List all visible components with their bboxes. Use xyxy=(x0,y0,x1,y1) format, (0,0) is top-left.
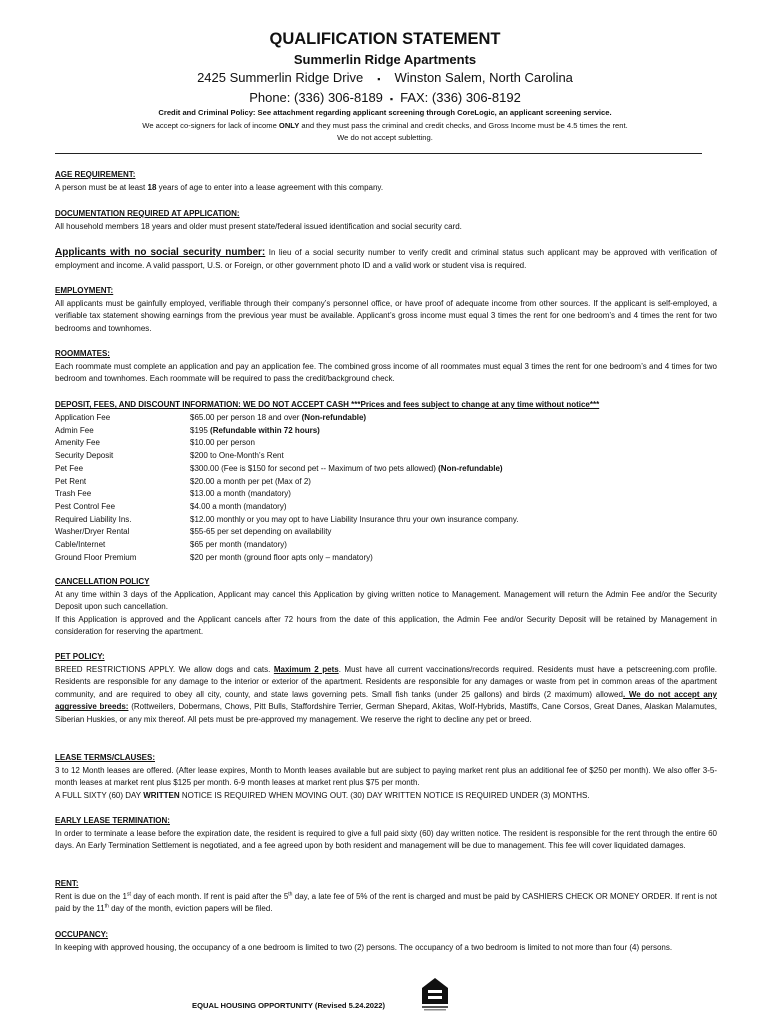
fee-value: $12.00 monthly or you may opt to have Liability Insurance thru your own insurance company. xyxy=(190,514,519,524)
cancellation-section xyxy=(55,576,717,639)
cosigner-emphasis: ONLY xyxy=(278,121,300,130)
no-ssn-section xyxy=(55,247,717,272)
fees-table xyxy=(55,412,715,564)
fee-value: $65.00 per person 18 and over (Non-refundable) xyxy=(190,413,367,422)
occupancy-section xyxy=(55,929,717,954)
fax-number: FAX: (336) 306-8192 xyxy=(400,90,521,105)
section-text: At any time within 3 days of the Application, Applicant may cancel this Application by giving written notice to Management. Management will return the Admin Fee and/or the Security Deposit upon such cancellation. xyxy=(55,589,717,612)
address-city: Winston Salem, North Carolina xyxy=(394,70,573,85)
employment-section xyxy=(55,285,717,335)
fee-value: $65 per month (mandatory) xyxy=(190,540,287,550)
bullet-separator: ▪ xyxy=(377,73,381,84)
cosigner-text-end: and they must pass the criminal and credit checks, and Gross Income must be 4.5 times the rent. xyxy=(299,121,628,130)
section-text: In order to terminate a lease before the expiration date, the resident is required to give a full paid sixty (60) day written notice. The resident is responsible for the rent through the entire 60 days. An Early Termination Settlement is negotiated, and a fee agreed upon by both resident and management will be due to management. This fee will cover liquidated damages. xyxy=(55,828,717,851)
fee-row xyxy=(55,488,715,501)
section-heading: EARLY LEASE TERMINATION: xyxy=(55,816,170,825)
fee-row xyxy=(55,552,715,565)
fee-name: Pet Fee xyxy=(55,463,84,473)
roommates-section xyxy=(55,348,717,386)
fee-name: Security Deposit xyxy=(55,451,114,461)
sublet-policy: We do not accept subletting. xyxy=(337,133,433,142)
fee-name: Required Liability Ins. xyxy=(55,514,132,524)
fee-name: Admin Fee xyxy=(55,425,94,435)
fee-name: Ground Floor Premium xyxy=(55,552,137,562)
document-title: QUALIFICATION STATEMENT xyxy=(269,30,501,48)
section-heading: CANCELLATION POLICY xyxy=(55,577,150,586)
fee-name: Amenity Fee xyxy=(55,438,100,448)
footer-text: EQUAL HOUSING OPPORTUNITY (Revised 5.24.2022) xyxy=(192,1001,385,1010)
credit-policy: Credit and Criminal Policy: See attachment regarding applicant screening through CoreLogic, an applicant screening service. xyxy=(158,108,612,117)
section-text: Each roommate must complete an application and pay an application fee. The combined gross income of all roommates must equal 3 times the rent for one bedroom’s and 4 times for two bedroom and townhomes. Each roommate will be required to pass the credit/background check. xyxy=(55,361,717,384)
address-street: 2425 Summerlin Ridge Drive xyxy=(197,70,364,85)
section-heading: PET POLICY: xyxy=(55,652,105,661)
rent-section xyxy=(55,878,717,916)
fee-name: Cable/Internet xyxy=(55,540,106,550)
documentation-section xyxy=(55,208,717,233)
fees-heading-line xyxy=(55,399,717,412)
fee-value: $55-65 per set depending on availability xyxy=(190,527,332,537)
section-text: Applicants with no social security number: In lieu of a social security number to verify credit and criminal status such applicant may be approved with verification of employment and income. A valid passport, U.S. or Foreign, or other government photo ID and a valid work or student visa is required. xyxy=(55,247,717,270)
section-heading: LEASE TERMS/CLAUSES: xyxy=(55,753,156,762)
fee-row xyxy=(55,476,715,489)
section-text: A FULL SIXTY (60) DAY WRITTEN NOTICE IS REQUIRED WHEN MOVING OUT. (30) DAY WRITTEN NOTICE IS REQUIRED UNDER (3) MONTHS. xyxy=(55,790,590,800)
fee-row xyxy=(55,425,715,438)
property-name: Summerlin Ridge Apartments xyxy=(293,52,477,67)
section-text: A person must be at least 18 years of age to enter into a lease agreement with this company. xyxy=(55,182,384,192)
fee-row xyxy=(55,514,715,527)
fee-value: $20.00 a month per pet (Max of 2) xyxy=(190,476,311,486)
cosigner-text: We accept co-signers for lack of income xyxy=(142,121,279,130)
fee-value: $200 to One-Month’s Rent xyxy=(190,451,284,461)
fee-name: Pest Control Fee xyxy=(55,501,116,511)
phone-number: Phone: (336) 306-8189 xyxy=(249,90,383,105)
section-text: Rent is due on the 1st day of each month. If rent is paid after the 5th day, a late fee of 5% of the rent is charged and must be paid by CASHIERS CHECK OR MONEY ORDER. If rent is not paid by the 11th day of the month, eviction papers will be filed. xyxy=(55,890,717,914)
section-heading: DEPOSIT, FEES, AND DISCOUNT INFORMATION: xyxy=(55,400,241,409)
section-text: BREED RESTRICTIONS APPLY. We allow dogs and cats. Maximum 2 pets. Must have all current vaccinations/records required. Residents must have a petscreening.com profile. Residents are responsible for any damage to the interior or exterior of the apartment. Residents are responsible for any damages or waste from pet in common areas of the apartment community, and are required to obey all city, county, and state laws governing pets. Small fish tanks (under 25 gallons) and birds (2 maximum) allowed. We do not accept any aggressive breeds: (Rottweilers, Dobermans, Chows, Pitt Bulls, Staffordshire Terrier, German Shepard, Akitas, Wolf-Hybrids, Mastiffs, Cane Corsos, Great Danes, Alaskan Malamutes, Siberian Huskies, or any mix thereof. All pets must be pre-approved my management. We reserve the right to decline any pet or breed. xyxy=(55,664,718,724)
pet-policy-section xyxy=(55,651,717,727)
fee-row xyxy=(55,412,715,425)
fee-name: Application Fee xyxy=(55,413,111,422)
fee-row xyxy=(55,501,715,514)
fee-value: $300.00 (Fee is $150 for second pet -- Maximum of two pets allowed) (Non-refundable) xyxy=(190,463,503,473)
fee-value: $20 per month (ground floor apts only – mandatory) xyxy=(190,552,373,562)
section-heading: AGE REQUIREMENT: xyxy=(55,170,136,179)
fees-note: WE DO NOT ACCEPT CASH ***Prices and fees subject to change at any time without notice*** xyxy=(240,400,600,409)
fee-row xyxy=(55,450,715,463)
fee-value: $10.00 per person xyxy=(190,438,255,448)
section-heading: RENT: xyxy=(55,879,79,888)
bullet-separator: ▪ xyxy=(389,93,394,104)
section-text: All household members 18 years and older must present state/federal issued identification and social security card. xyxy=(55,221,462,231)
fee-name: Washer/Dryer Rental xyxy=(55,527,130,537)
lease-terms-section xyxy=(55,752,717,802)
section-text: In keeping with approved housing, the occupancy of a one bedroom is limited to two (2) persons. The occupancy of a two bedroom is limited to not more than four (4) persons. xyxy=(55,942,673,952)
fee-row xyxy=(55,539,715,552)
age-section xyxy=(55,169,717,194)
section-heading: OCCUPANCY: xyxy=(55,930,109,939)
fee-name: Pet Rent xyxy=(55,476,87,486)
fee-value: $13.00 a month (mandatory) xyxy=(190,489,291,499)
section-text: All applicants must be gainfully employed, verifiable through their company’s personnel office, or have proof of adequate income from other sources. If the applicant is self-employed, a verifiable tax statement showing earnings from the previous year must be available. Applicant’s gross income must equal 3 times the rent for one bedroom’s and 4 times the rent for two bedrooms and townhomes. xyxy=(55,298,717,333)
header-divider xyxy=(55,153,702,154)
property-address xyxy=(0,70,770,85)
fee-value: $4.00 a month (mandatory) xyxy=(190,501,287,511)
section-text: 3 to 12 Month leases are offered. (After lease expires, Month to Month leases available but are subject to paying market rent plus an additional fee of $250 per month). We also offer 3-5-month leases at market rent plus $125 per month. 6-9 month leases at market rent plus $75 per month. xyxy=(55,765,717,788)
contact-line xyxy=(0,90,770,105)
fee-name: Trash Fee xyxy=(55,489,92,499)
cosigner-policy xyxy=(40,121,730,130)
equal-housing-logo-icon xyxy=(420,976,450,1012)
section-heading: ROOMMATES: xyxy=(55,349,110,358)
fee-row xyxy=(55,463,715,476)
section-text: If this Application is approved and the Applicant cancels after 72 hours from the date of this application, the Admin Fee and/or Security Deposit will be retained by Management in consideration for reserving the apartment. xyxy=(55,614,717,637)
fee-value: $195 (Refundable within 72 hours) xyxy=(190,425,320,435)
fee-row xyxy=(55,437,715,450)
section-heading: Applicants with no social security number: xyxy=(55,247,266,258)
section-heading: EMPLOYMENT: xyxy=(55,286,114,295)
section-heading: DOCUMENTATION REQUIRED AT APPLICATION: xyxy=(55,209,240,218)
fee-row xyxy=(55,526,715,539)
early-termination-section xyxy=(55,815,717,853)
